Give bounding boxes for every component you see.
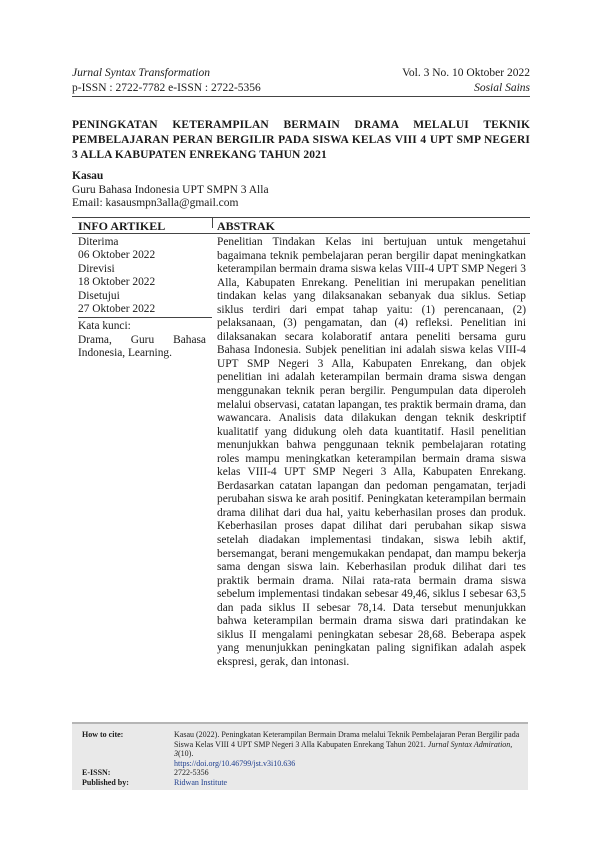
section-rule-top [72, 217, 530, 218]
author-affiliation: Guru Bahasa Indonesia UPT SMPN 3 Alla [72, 183, 269, 196]
citation-body: Kasau (2022). Peningkatan Keterampilan Bermain Drama melalui Teknik Pembelajaran Peran Bergilir pada Siswa Kelas VIII 4 UPT SMP Negeri 3 Alla Kabupaten Enrekang Tahun 2021. [174, 730, 520, 749]
revised-label: Direvisi [78, 262, 115, 275]
citation-box [72, 722, 528, 790]
author-name: Kasau [72, 170, 104, 182]
received-label: Diterima [78, 236, 119, 248]
section-rule-bottom [72, 233, 530, 234]
doi-link[interactable]: https://doi.org/10.46799/jst.v3i10.636 [174, 758, 296, 768]
keywords-label: Kata kunci: [78, 320, 131, 333]
author-block [72, 170, 530, 211]
how-to-cite-label: How to cite: [82, 730, 124, 739]
abstract-heading: ABSTRAK [217, 219, 276, 233]
volume-info: Vol. 3 No. 10 Oktober 2022 [402, 67, 530, 79]
keywords: Drama, Guru Bahasa Indonesia, Learning. [78, 333, 206, 360]
citation-text [174, 730, 520, 768]
accepted-date: 27 Oktober 2022 [78, 303, 212, 318]
article-title: PENINGKATAN KETERAMPILAN BERMAIN DRAMA MELALUI TEKNIK PEMBELAJARAN PERAN BERGILIR PADA SISWA KELAS VIII 4 UPT SMP NEGERI 3 ALLA KABUPATEN ENREKANG TAHUN 2021 [72, 119, 530, 161]
eissn-value: 2722-5356 [174, 768, 209, 777]
abstract-text: Penelitian Tindakan Kelas ini bertujuan untuk mengetahui bagaimana teknik pembelajaran peran bergilir dapat meningkatkan keterampilan bermain drama siswa kelas VIII-4 UPT SMP Negeri 3 Alla, Kabupaten Enrekang. Penelitian ini merupakan penelitian tindakan kelas yang dilaksanakan sebanyak dua siklus. Setiap siklus terdiri dari empat tahap yaitu: (1) perencanaan, (2) pelaksanaan, (3) pengamatan, dan (4) refleksi. Penelitian ini dilaksanakan secara kolaboratif antara peneliti bersama guru Bahasa Indonesia. Subjek penelitian ini adalah siswa kelas VIII-4 UPT SMP Negeri 3 Alla, Kabupaten Enrekang, dan objek penelitian ini adalah keterampilan bermain drama siswa dengan menggunakan teknik peran bergilir. Pengumpulan data diperoleh melalui observasi, catatan lapangan, tes praktik bermain drama, dan wawancara. Analisis data dilakukan dengan teknik deskriptif kualitatif yang didukung oleh data kuantitatif. Hasil penelitian menunjukkan bahwa penggunaan teknik pembelajaran rotating roles mampu meningkatkan keterampilan bermain drama siswa kelas VIII-4 UPT SMP Negeri 3 Alla, Kabupaten Enrekang. Berdasarkan catatan lapangan dan pedoman pengamatan, terjadi perubahan siswa ke arah positif. Peningkatan keterampilan bermain drama dilihat dari dua hal, yaitu keberhasilan proses dan produk. Keberhasilan proses dapat dilihat dari perubahan sikap siswa setelah diadakan implementasi tindakan, siswa lebih aktif, bersemangat, berani mengemukakan pendapat, dan mampu bekerja sama dengan siswa lain. Keberhasilan produk dilihat dari tes praktik bermain drama. Nilai rata-rata bermain drama siswa sebelum implementasi tindakan sebesar 49,46, siklus I sebesar 63,5 dan pada siklus II sebesar 78,14. Data tersebut menunjukkan bahwa keterampilan bermain drama siswa dari pratindakan ke siklus II mengalami peningkatan sebesar 28,68. Beberapa aspek yang menunjukkan peningkatan paling signifikan adalah aspek ekspresi, gerak, dan intonasi. [217, 236, 527, 668]
citation-journal: Jurnal Syntax Admiration, 3 [174, 739, 513, 758]
citation-issue: (10). [178, 749, 194, 758]
journal-name: Jurnal Syntax Transformation [72, 67, 211, 79]
publisher-label: Published by: [82, 777, 129, 787]
issn-info: p-ISSN : 2722-7782 e-ISSN : 2722-5356 [72, 82, 261, 94]
header-rule [72, 96, 530, 97]
revised-date: 18 Oktober 2022 [78, 276, 156, 289]
column-divider [212, 218, 213, 228]
accepted-label: Disetujui [78, 289, 120, 302]
field-label: Sosial Sains [474, 82, 530, 94]
publisher-link[interactable]: Ridwan Institute [174, 777, 228, 787]
article-info [78, 236, 206, 361]
author-email: Email: kasausmpn3alla@gmail.com [72, 197, 239, 209]
received-date: 06 Oktober 2022 [78, 249, 156, 262]
info-heading: INFO ARTIKEL [78, 219, 166, 233]
eissn-label: E-ISSN: [82, 768, 111, 777]
